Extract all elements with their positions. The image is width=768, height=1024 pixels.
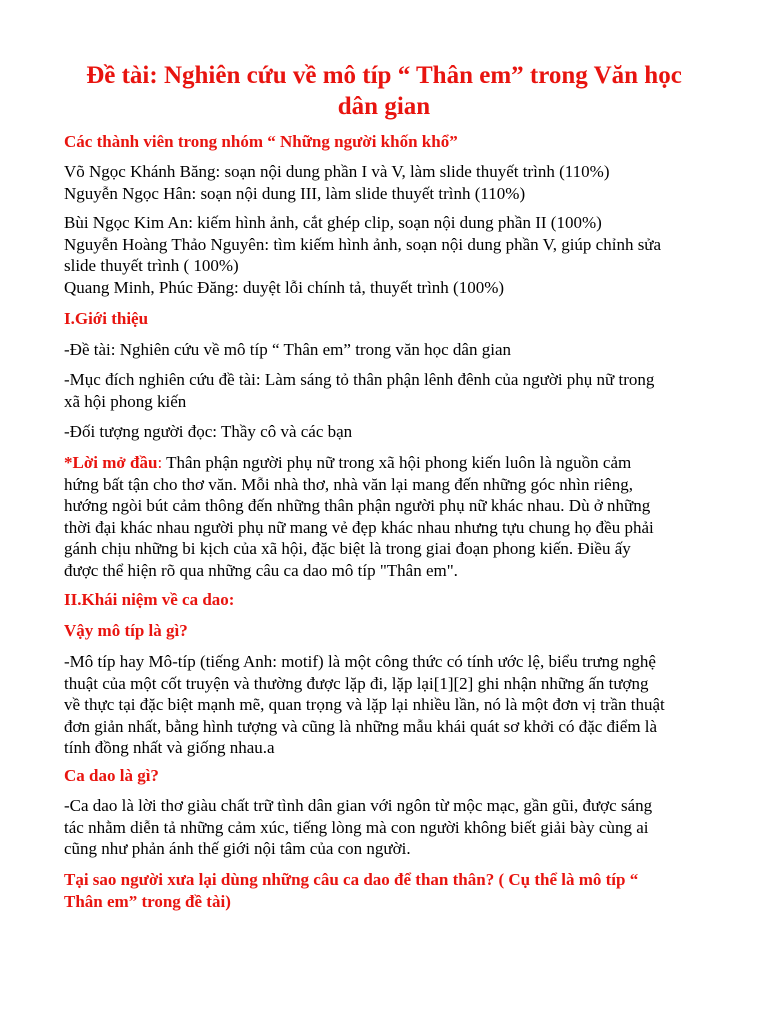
motif-line: tính đồng nhất và giống nhau.a [64,738,275,757]
members-heading: Các thành viên trong nhóm “ Những người khốn khổ” [64,132,458,151]
cadao-line: -Ca dao là lời thơ giàu chất trữ tình dân gian với ngôn từ mộc mạc, gần gũi, được sáng [64,796,653,815]
opening-line [64,452,712,474]
opening-line: hướng ngòi bút cảm thông đến những thân phận người phụ nữ khác nhau. Dù ở những [64,496,651,515]
opening-line: hứng bất tận cho thơ văn. Mỗi nhà thơ, nhà văn lại mang đến những góc nhìn riêng, [64,474,633,494]
intro-purpose [64,369,712,412]
member-line: Quang Minh, Phúc Đăng: duyệt lỗi chính tả, thuyết trình (100%) [64,277,505,297]
why-heading-line: Tại sao người xưa lại dùng những câu ca dao để than thân? ( Cụ thể là mô típ “ [64,870,639,889]
opening-line: thời đại khác nhau người phụ nữ mang vẻ đẹp khác nhau nhưng tựu chung họ đều phải [64,517,654,537]
title-line-1: Đề tài: Nghiên cứu về mô típ “ Thân em” trong Văn học [86,62,682,89]
motif-line: đơn giản nhất, bằng hình tượng và cũng là những mẫu khái quát sơ khởi có đặc điểm là [64,716,658,736]
intro-audience [64,421,712,443]
intro-heading: I.Giới thiệu [64,309,149,328]
motif-line: -Mô típ hay Mô-típ (tiếng Anh: motif) là một công thức có tính ước lệ, biểu trưng nghệ [64,652,656,671]
opening-label: *Lời mở đầu [64,453,158,472]
intro-audience-line: -Đối tượng người đọc: Thầy cô và các bạn [64,422,353,441]
cadao-line: cũng như phản ánh thế giới nội tâm của con người. [64,839,411,858]
member-line: Nguyễn Hoàng Thảo Nguyên: tìm kiếm hình ảnh, soạn nội dung phần V, giúp chỉnh sửa [64,234,662,254]
opening-text: Thân phận người phụ nữ trong xã hội phong kiến luôn là nguồn cảm [162,453,632,472]
opening-line: gánh chịu những bi kịch của xã hội, đặc biệt là trong giai đoạn phong kiến. Điều ấy [64,539,631,558]
members-paragraph-2 [64,212,712,298]
motif-line: về thực tại đặc biệt mạnh mẽ, quan trọng và lặp lại nhiều lần, nó là một đơn vị trần thuật [64,695,665,714]
opening-line: được thể hiện rõ qua những câu ca dao mô típ "Thân em". [64,560,458,580]
title-line-2: dân gian [337,93,431,120]
why-heading [64,869,712,913]
opening-colon: : [157,453,163,472]
member-line: Võ Ngọc Khánh Băng: soạn nội dung phần I và V, làm slide thuyết trình (110%) [64,162,610,181]
intro-topic [64,339,712,361]
intro-topic-line: -Đề tài: Nghiên cứu về mô típ “ Thân em” trong văn học dân gian [64,340,511,359]
why-heading-line: Thân em” trong đề tài) [64,892,231,911]
member-line: slide thuyết trình ( 100%) [64,256,239,275]
intro-purpose-line: -Mục đích nghiên cứu đề tài: Làm sáng tỏ thân phận lênh đênh của người phụ nữ trong [64,370,655,389]
members-paragraph-1 [64,161,712,204]
motif-heading: Vậy mô típ là gì? [64,621,188,640]
motif-line: thuật của một cốt truyện và thường được lặp đi, lặp lại[1][2] ghi nhận những ấn tượng [64,673,649,693]
document-title [60,60,708,122]
intro-purpose-line: xã hội phong kiến [64,391,187,411]
member-line: Nguyễn Ngọc Hân: soạn nội dung III, làm slide thuyết trình (110%) [64,183,526,203]
cadao-line: tác nhằm diễn tả những cảm xúc, tiếng lòng mà con người không biết giải bày cùng ai [64,817,649,837]
member-line: Bùi Ngọc Kim An: kiếm hình ảnh, cắt ghép clip, soạn nội dung phần II (100%) [64,213,602,232]
opening-paragraph [64,452,712,581]
cadao-paragraph [64,795,712,860]
cadao-heading: Ca dao là gì? [64,766,159,785]
motif-paragraph [64,651,712,759]
concept-heading: II.Khái niệm về ca dao: [64,590,235,609]
